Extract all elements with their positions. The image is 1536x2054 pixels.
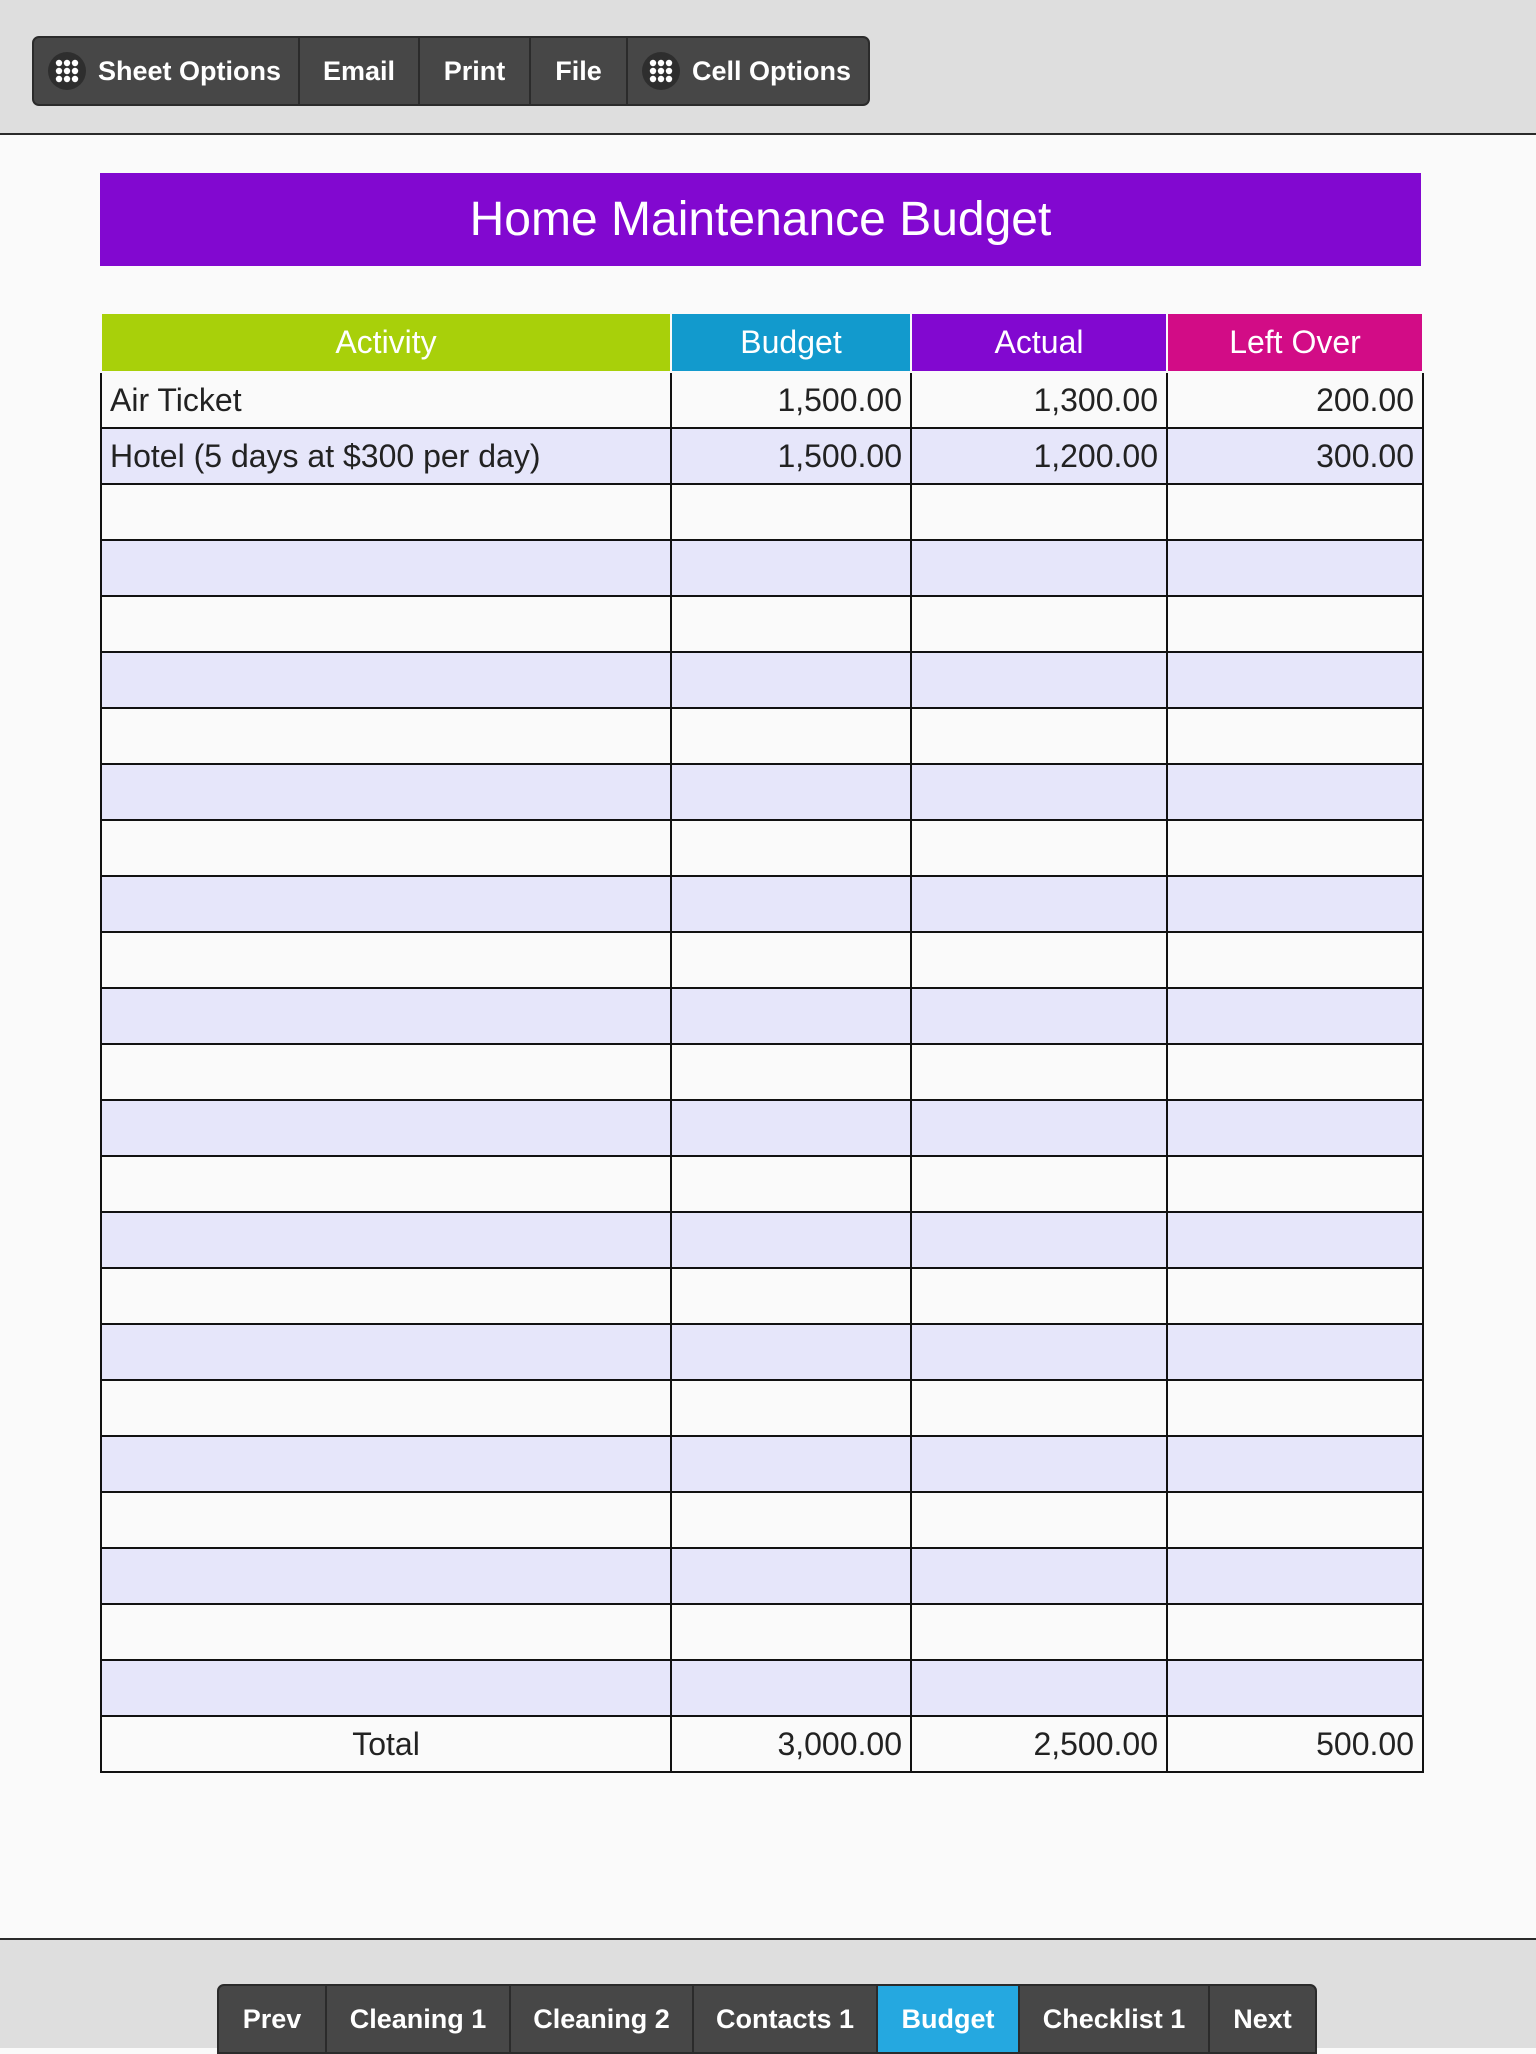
- activity-cell[interactable]: [101, 1324, 671, 1380]
- sheet-options-button[interactable]: [34, 38, 300, 104]
- top-toolbar-area: [0, 0, 1536, 135]
- toolbar: [32, 36, 870, 106]
- actual-cell[interactable]: [911, 932, 1167, 988]
- activity-cell[interactable]: [101, 1044, 671, 1100]
- tab-contacts-1[interactable]: Contacts 1: [694, 1986, 878, 2052]
- budget-cell[interactable]: [671, 1380, 911, 1436]
- activity-cell[interactable]: [101, 1380, 671, 1436]
- left-over-cell[interactable]: [1167, 596, 1423, 652]
- table-row: [101, 1380, 1423, 1436]
- left-over-cell[interactable]: [1167, 876, 1423, 932]
- left-over-cell[interactable]: [1167, 1548, 1423, 1604]
- activity-cell[interactable]: [101, 764, 671, 820]
- table-row: [101, 372, 1423, 428]
- actual-cell[interactable]: [911, 876, 1167, 932]
- table-row: [101, 988, 1423, 1044]
- activity-cell[interactable]: [101, 932, 671, 988]
- sheet-options-label: Sheet Options: [98, 55, 282, 86]
- left-over-cell[interactable]: [1167, 708, 1423, 764]
- activity-cell[interactable]: [101, 1604, 671, 1660]
- activity-cell[interactable]: [101, 540, 671, 596]
- total-row: [101, 1716, 1423, 1772]
- budget-cell[interactable]: [671, 764, 911, 820]
- left-over-cell[interactable]: [1167, 484, 1423, 540]
- activity-cell[interactable]: [101, 652, 671, 708]
- budget-cell[interactable]: [671, 708, 911, 764]
- header-budget[interactable]: Budget: [671, 313, 911, 372]
- actual-cell[interactable]: [911, 1100, 1167, 1156]
- total-budget-cell[interactable]: 3,000.00: [671, 1716, 911, 1772]
- actual-cell[interactable]: [911, 484, 1167, 540]
- table-row: [101, 596, 1423, 652]
- grid-icon: [48, 52, 86, 90]
- budget-cell[interactable]: [671, 1436, 911, 1492]
- activity-cell[interactable]: [101, 1212, 671, 1268]
- actual-cell[interactable]: [911, 596, 1167, 652]
- budget-cell[interactable]: [671, 1324, 911, 1380]
- budget-cell[interactable]: [671, 1492, 911, 1548]
- header-left-over[interactable]: Left Over: [1167, 313, 1423, 372]
- actual-cell[interactable]: 1,200.00: [911, 428, 1167, 484]
- actual-cell[interactable]: [911, 988, 1167, 1044]
- table-row: [101, 1324, 1423, 1380]
- budget-cell[interactable]: [671, 1548, 911, 1604]
- total-label[interactable]: Total: [101, 1716, 671, 1772]
- actual-cell[interactable]: [911, 1492, 1167, 1548]
- budget-cell[interactable]: 1,500.00: [671, 428, 911, 484]
- left-over-cell[interactable]: 200.00: [1167, 372, 1423, 428]
- actual-cell[interactable]: [911, 708, 1167, 764]
- tab-cleaning-2[interactable]: Cleaning 2: [511, 1986, 694, 2052]
- next-button[interactable]: Next: [1233, 2003, 1292, 2034]
- activity-cell[interactable]: [101, 820, 671, 876]
- budget-cell[interactable]: [671, 1660, 911, 1716]
- file-button[interactable]: File: [531, 38, 628, 104]
- table-row: [101, 1044, 1423, 1100]
- table-row: [101, 1436, 1423, 1492]
- table-row: [101, 540, 1423, 596]
- total-actual-cell[interactable]: 2,500.00: [911, 1716, 1167, 1772]
- left-over-cell[interactable]: [1167, 1492, 1423, 1548]
- table-row: [101, 428, 1423, 484]
- budget-cell[interactable]: [671, 596, 911, 652]
- table-row: [101, 1156, 1423, 1212]
- activity-cell[interactable]: [101, 1436, 671, 1492]
- left-over-cell[interactable]: [1167, 988, 1423, 1044]
- actual-cell[interactable]: [911, 1044, 1167, 1100]
- activity-cell[interactable]: [101, 1660, 671, 1716]
- budget-cell[interactable]: [671, 1100, 911, 1156]
- budget-cell[interactable]: 1,500.00: [671, 372, 911, 428]
- actual-cell[interactable]: [911, 1156, 1167, 1212]
- activity-cell[interactable]: Air Ticket: [101, 372, 671, 428]
- left-over-cell[interactable]: [1167, 1268, 1423, 1324]
- actual-cell[interactable]: [911, 1380, 1167, 1436]
- left-over-cell[interactable]: [1167, 1660, 1423, 1716]
- prev-button[interactable]: Prev: [219, 1986, 327, 2052]
- table-row: [101, 1604, 1423, 1660]
- cell-options-label: Cell Options: [692, 55, 852, 86]
- table-row: [101, 876, 1423, 932]
- activity-cell[interactable]: [101, 1492, 671, 1548]
- email-button[interactable]: Email: [300, 38, 420, 104]
- actual-cell[interactable]: [911, 1436, 1167, 1492]
- total-left-over-cell[interactable]: 500.00: [1167, 1716, 1423, 1772]
- table-row: [101, 708, 1423, 764]
- budget-cell[interactable]: [671, 1156, 911, 1212]
- header-actual[interactable]: Actual: [911, 313, 1167, 372]
- table-row: [101, 1212, 1423, 1268]
- activity-cell[interactable]: [101, 1100, 671, 1156]
- activity-cell[interactable]: [101, 1156, 671, 1212]
- left-over-cell[interactable]: [1167, 1604, 1423, 1660]
- table-row: [101, 1660, 1423, 1716]
- actual-cell[interactable]: [911, 1268, 1167, 1324]
- table-row: [101, 764, 1423, 820]
- bottom-nav-area: [0, 1938, 1536, 2048]
- left-over-cell[interactable]: [1167, 820, 1423, 876]
- budget-cell[interactable]: [671, 932, 911, 988]
- left-over-cell[interactable]: [1167, 1436, 1423, 1492]
- left-over-cell[interactable]: [1167, 1324, 1423, 1380]
- tab-budget[interactable]: Budget: [878, 1986, 1020, 2052]
- budget-cell[interactable]: [671, 1212, 911, 1268]
- left-over-cell[interactable]: [1167, 1212, 1423, 1268]
- tab-checklist-1[interactable]: Checklist 1: [1020, 1986, 1210, 2052]
- budget-cell[interactable]: [671, 1604, 911, 1660]
- activity-cell[interactable]: [101, 876, 671, 932]
- table-row: [101, 1268, 1423, 1324]
- sheet-tabs: [217, 1984, 1317, 2054]
- activity-cell[interactable]: Hotel (5 days at $300 per day): [101, 428, 671, 484]
- left-over-cell[interactable]: [1167, 1100, 1423, 1156]
- left-over-cell[interactable]: [1167, 1156, 1423, 1212]
- left-over-cell[interactable]: [1167, 1044, 1423, 1100]
- activity-cell[interactable]: [101, 484, 671, 540]
- activity-cell[interactable]: [101, 1268, 671, 1324]
- cell-options-button[interactable]: [628, 38, 868, 104]
- budget-cell[interactable]: [671, 876, 911, 932]
- actual-cell[interactable]: 1,300.00: [911, 372, 1167, 428]
- actual-cell[interactable]: [911, 540, 1167, 596]
- left-over-cell[interactable]: [1167, 1380, 1423, 1436]
- actual-cell[interactable]: [911, 1660, 1167, 1716]
- tab-cleaning-1[interactable]: Cleaning 1: [327, 1986, 511, 2052]
- table-row: [101, 652, 1423, 708]
- header-activity[interactable]: Activity: [101, 313, 671, 372]
- actual-cell[interactable]: [911, 1324, 1167, 1380]
- activity-cell[interactable]: [101, 708, 671, 764]
- table-row: [101, 932, 1423, 988]
- budget-cell[interactable]: [671, 484, 911, 540]
- actual-cell[interactable]: [911, 1548, 1167, 1604]
- budget-cell[interactable]: [671, 820, 911, 876]
- table-row: [101, 484, 1423, 540]
- table-row: [101, 1548, 1423, 1604]
- page-title[interactable]: Home Maintenance Budget: [100, 173, 1421, 266]
- actual-cell[interactable]: [911, 652, 1167, 708]
- budget-table: [100, 312, 1424, 1773]
- print-button[interactable]: Print: [420, 38, 531, 104]
- budget-cell[interactable]: [671, 540, 911, 596]
- grid-icon: [642, 52, 680, 90]
- table-row: [101, 820, 1423, 876]
- left-over-cell[interactable]: [1167, 652, 1423, 708]
- budget-cell[interactable]: [671, 1044, 911, 1100]
- header-row: [101, 313, 1423, 372]
- left-over-cell[interactable]: [1167, 932, 1423, 988]
- budget-cell[interactable]: [671, 1268, 911, 1324]
- actual-cell[interactable]: [911, 764, 1167, 820]
- budget-cell[interactable]: [671, 652, 911, 708]
- actual-cell[interactable]: [911, 1604, 1167, 1660]
- left-over-cell[interactable]: 300.00: [1167, 428, 1423, 484]
- left-over-cell[interactable]: [1167, 540, 1423, 596]
- actual-cell[interactable]: [911, 1212, 1167, 1268]
- actual-cell[interactable]: [911, 820, 1167, 876]
- activity-cell[interactable]: [101, 988, 671, 1044]
- budget-cell[interactable]: [671, 988, 911, 1044]
- activity-cell[interactable]: [101, 1548, 671, 1604]
- activity-cell[interactable]: [101, 596, 671, 652]
- table-row: [101, 1492, 1423, 1548]
- left-over-cell[interactable]: [1167, 764, 1423, 820]
- table-row: [101, 1100, 1423, 1156]
